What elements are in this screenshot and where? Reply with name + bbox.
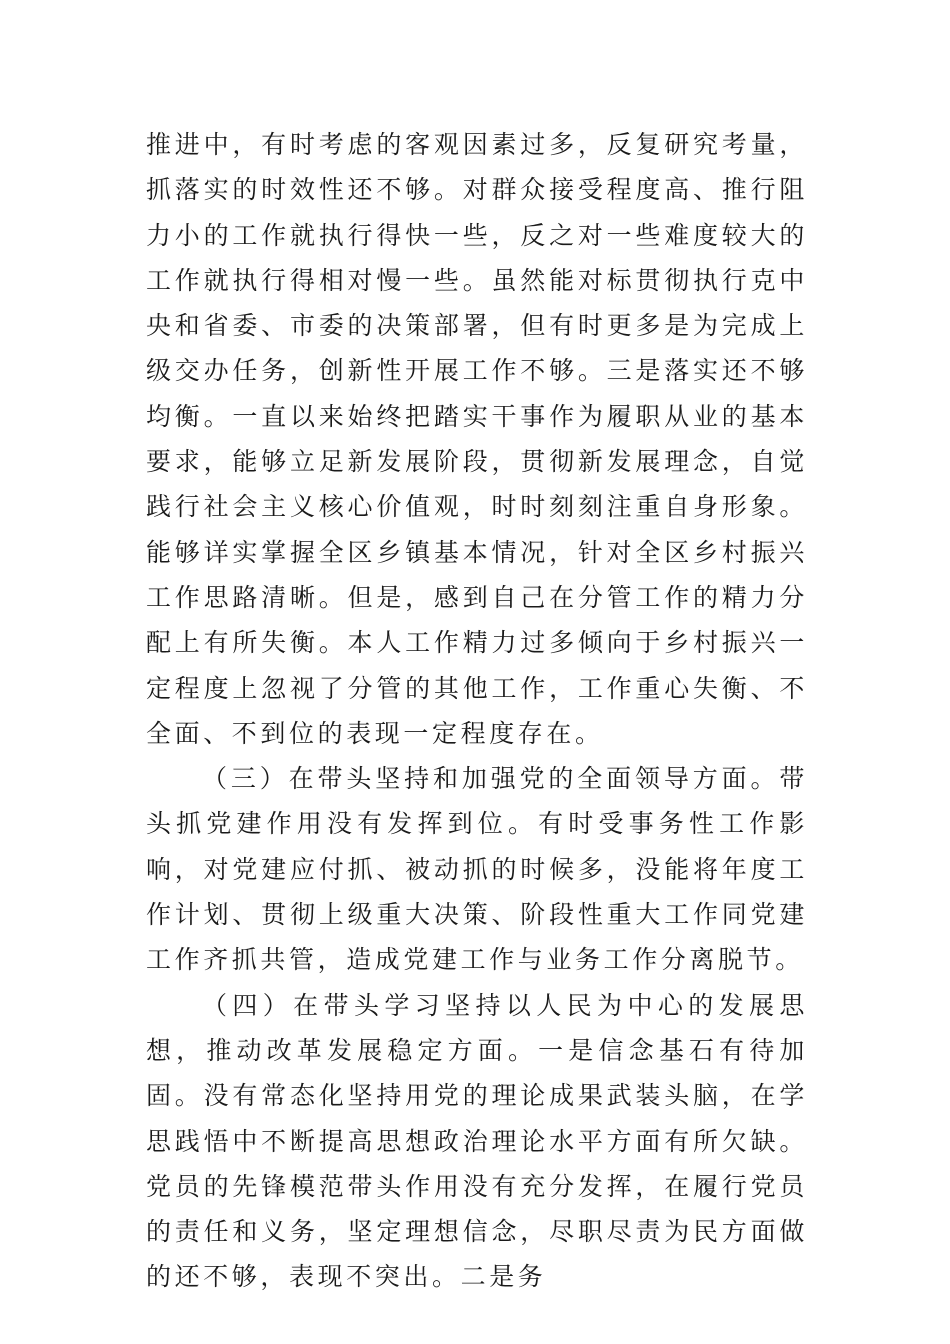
paragraph-section-four: （四）在带头学习坚持以人民为中心的发展思想，推动改革发展稳定方面。一是信念基石有待加固。没有常态化坚持用党的理论成果武装头脑，在学思践悟中不断提高思想政治理论水平方面有所欠缺。党员的先锋模范带头作用没有充分发挥，在履行党员的责任和义务，坚定理想信念，尽职尽责为民方面做的还不够，表现不突出。二是务: [146, 990, 808, 1292]
paragraph-continuation: 推进中，有时考虑的客观因素过多，反复研究考量，抓落实的时效性还不够。对群众接受程度高、推行阻力小的工作就执行得快一些，反之对一些难度较大的工作就执行得相对慢一些。虽然能对标贯彻执行克中央和省委、市委的决策部署，但有时更多是为完成上级交办任务，创新性开展工作不够。三是落实还不够均衡。一直以来始终把踏实干事作为履职从业的基本要求，能够立足新发展阶段，贯彻新发展理念，自觉践行社会主义核心价值观，时时刻刻注重自身形象。能够详实掌握全区乡镇基本情况，针对全区乡村振兴工作思路清晰。但是，感到自己在分管工作的精力分配上有所失衡。本人工作精力过多倾向于乡村振兴一定程度上忽视了分管的其他工作，工作重心失衡、不全面、不到位的表现一定程度存在。: [146, 130, 808, 748]
document-body: [146, 122, 808, 1300]
paragraph-section-three: （三）在带头坚持和加强党的全面领导方面。带头抓党建作用没有发挥到位。有时受事务性工作影响，对党建应付抓、被动抓的时候多，没能将年度工作计划、贯彻上级重大决策、阶段性重大工作同党建工作齐抓共管，造成党建工作与业务工作分离脱节。: [146, 764, 808, 975]
